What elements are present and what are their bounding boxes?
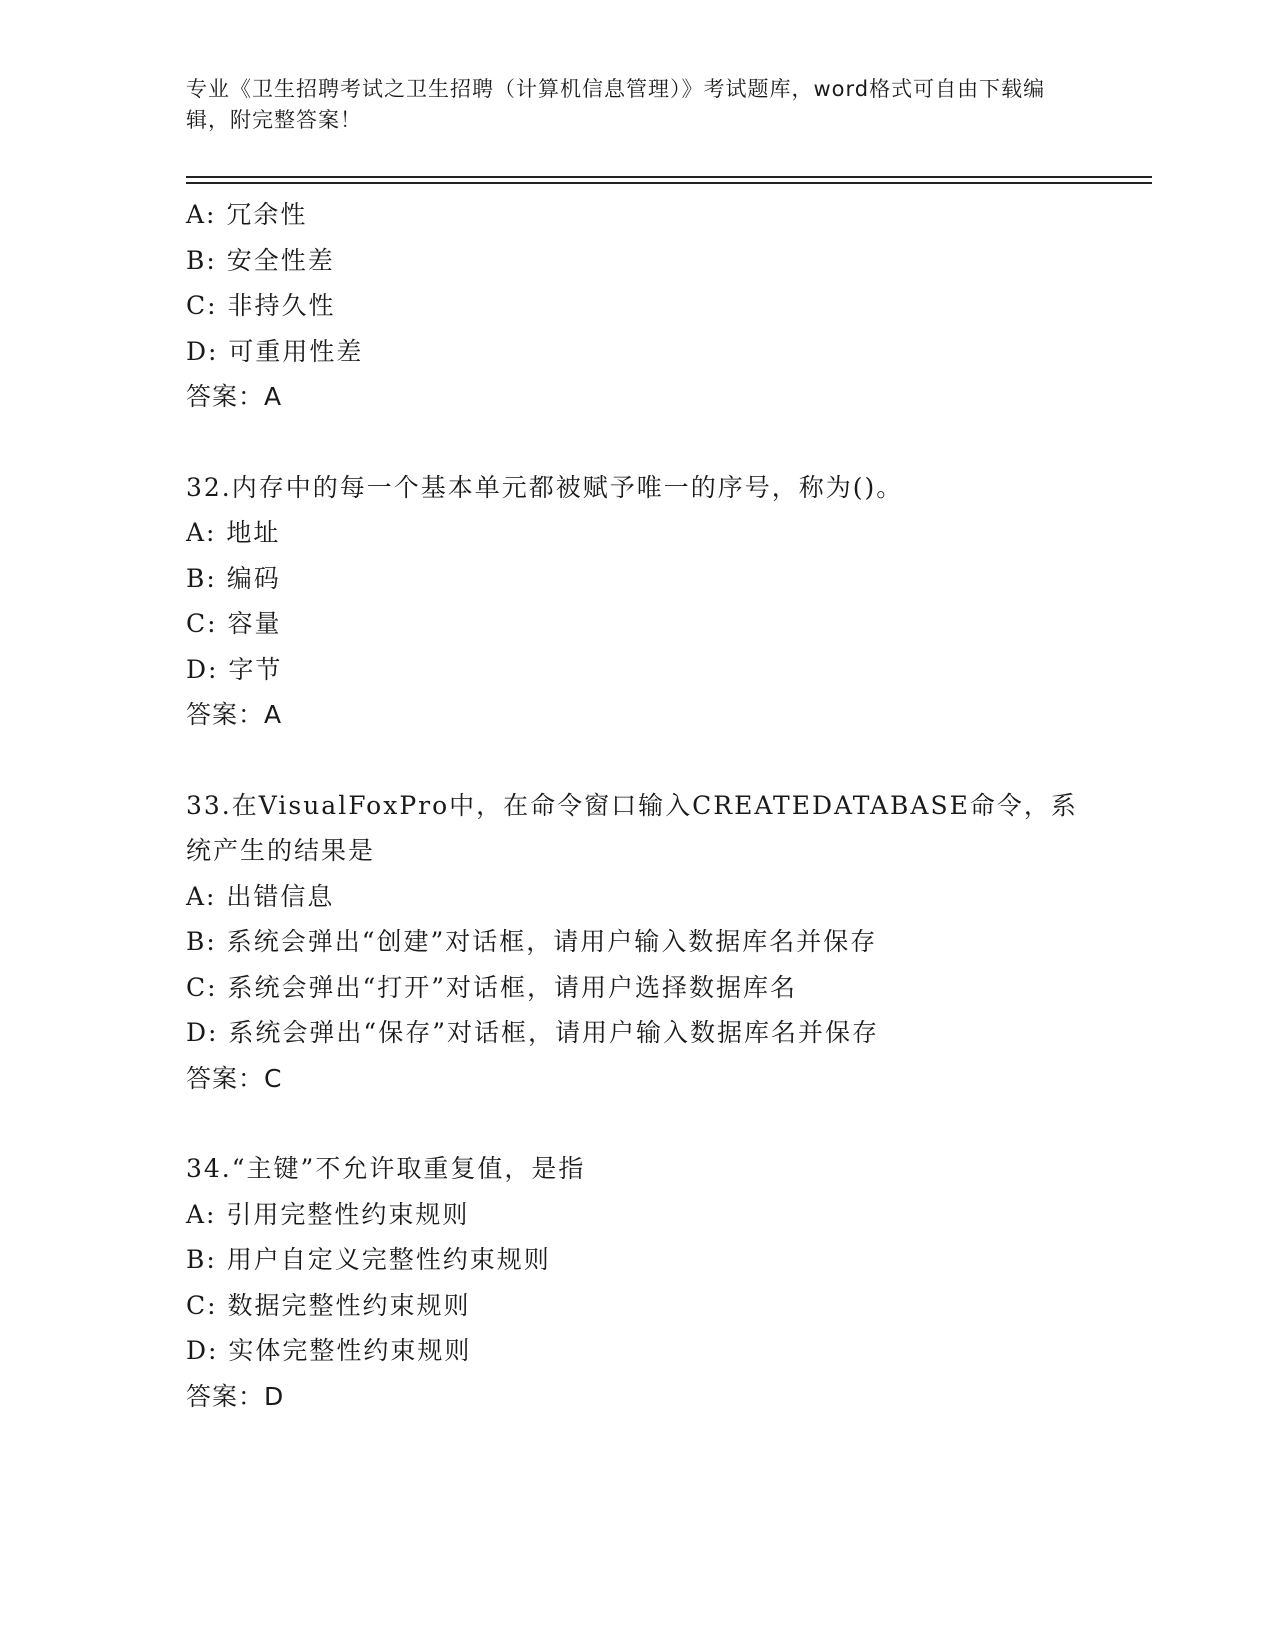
option-b: B: 系统会弹出“创建”对话框，请用户输入数据库名并保存 xyxy=(186,927,878,956)
option-d: D: 实体完整性约束规则 xyxy=(186,1336,472,1365)
answer-value: C xyxy=(264,1063,283,1093)
answer-value: A xyxy=(264,700,283,729)
answer-value: D xyxy=(264,1381,285,1411)
option-c: C: 非持久性 xyxy=(186,291,336,320)
option-a: A: 出错信息 xyxy=(186,881,335,911)
question-block xyxy=(186,1146,1152,1419)
option-c: C: 容量 xyxy=(186,609,282,638)
answer-line xyxy=(186,1056,1152,1102)
document-header: 专业《卫生招聘考试之卫生招聘（计算机信息管理）》考试题库，word格式可自由下载编辑，附完整答案！ xyxy=(186,77,1046,132)
option-c: C: 数据完整性约束规则 xyxy=(186,1290,471,1320)
answer-label: 答案： xyxy=(186,382,265,411)
header-rule-top xyxy=(186,176,1152,178)
question-list xyxy=(186,192,1152,1419)
spacer xyxy=(186,738,1152,783)
answer-line xyxy=(186,374,1152,420)
question-block xyxy=(186,465,1152,738)
question-stem: 34.“主键”不允许取重复值，是指 xyxy=(186,1154,586,1183)
question-block xyxy=(186,192,1152,420)
header-rule-bottom xyxy=(186,182,1152,184)
option-b: B: 用户自定义完整性约束规则 xyxy=(186,1245,551,1274)
question-stem: 32.内存中的每一个基本单元都被赋予唯一的序号，称为()。 xyxy=(186,472,904,502)
question-block xyxy=(186,783,1152,1102)
option-d: D: 系统会弹出“保存”对话框，请用户输入数据库名并保存 xyxy=(186,1018,879,1047)
option-d: D: 字节 xyxy=(186,654,283,684)
option-a: A: 引用完整性约束规则 xyxy=(186,1199,470,1229)
option-c: C: 系统会弹出“打开”对话框，请用户选择数据库名 xyxy=(186,972,798,1002)
answer-label: 答案： xyxy=(186,1381,265,1411)
spacer xyxy=(186,420,1152,465)
answer-line xyxy=(186,692,1152,738)
option-b: B: 编码 xyxy=(186,563,281,593)
spacer xyxy=(186,1101,1152,1146)
option-d: D: 可重用性差 xyxy=(186,336,364,366)
answer-line xyxy=(186,1374,1152,1420)
answer-label: 答案： xyxy=(186,1063,265,1093)
option-a: A: 冗余性 xyxy=(186,200,308,229)
option-a: A: 地址 xyxy=(186,518,281,547)
option-b: B: 安全性差 xyxy=(186,245,335,275)
answer-value: A xyxy=(264,382,283,411)
question-stem: 33.在VisualFoxPro中，在命令窗口输入CREATEDATABASE命令，系统产生的结果是 xyxy=(186,790,1078,865)
answer-label: 答案： xyxy=(186,700,265,729)
